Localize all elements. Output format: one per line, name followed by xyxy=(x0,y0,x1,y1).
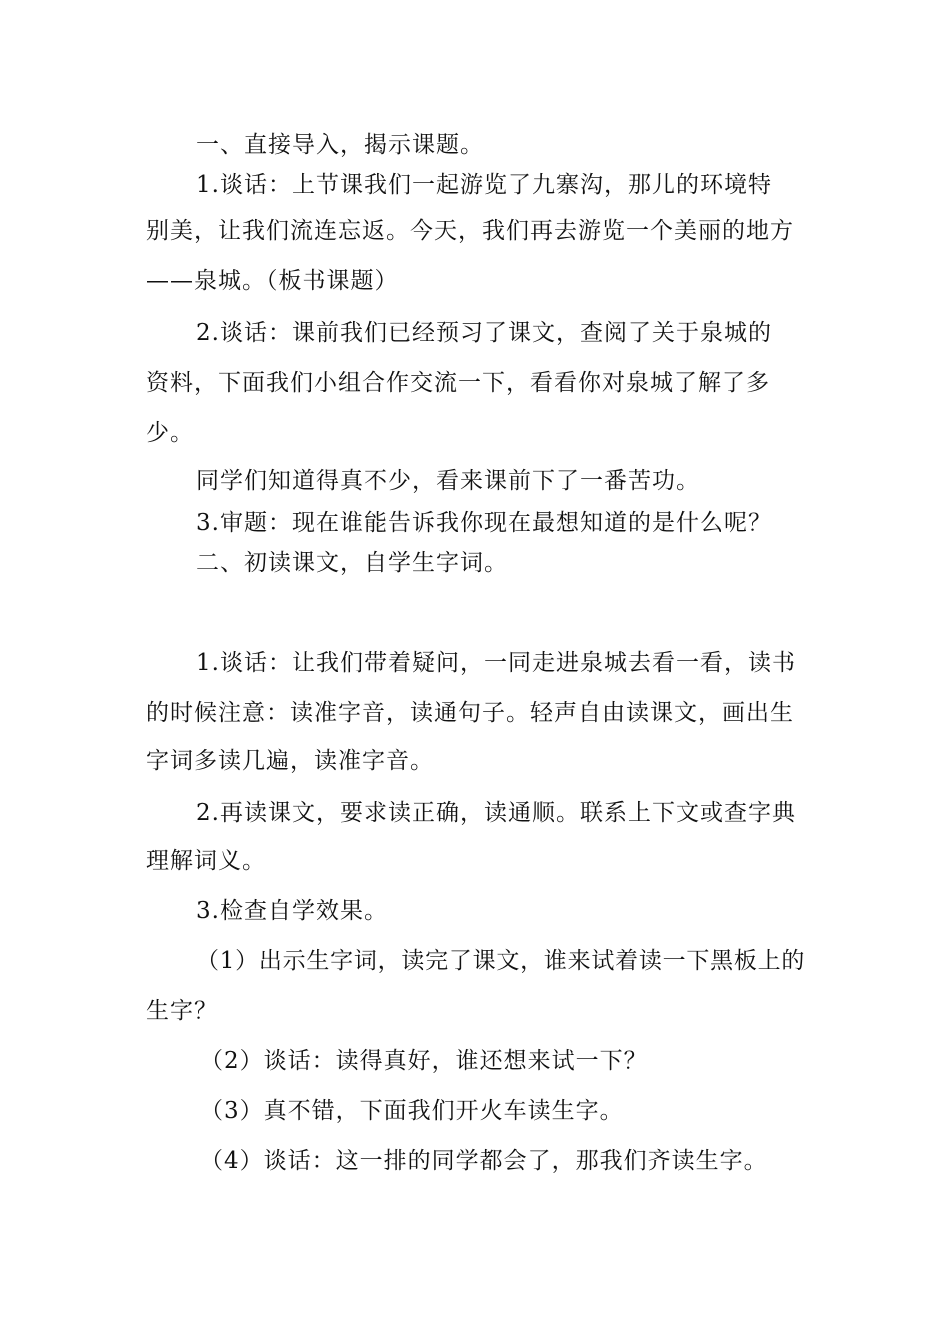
paragraph-line: 资料，下面我们小组合作交流一下，看看你对泉城了解了多 xyxy=(146,370,770,396)
paragraph-line: 生字？ xyxy=(146,998,218,1024)
paragraph-line: 同学们知道得真不少，看来课前下了一番苦功。 xyxy=(196,468,700,494)
paragraph-line: （3）真不错，下面我们开火车读生字。 xyxy=(200,1098,624,1124)
section-heading-1: 一、直接导入，揭示课题。 xyxy=(196,132,484,158)
paragraph-line: 理解词义。 xyxy=(146,848,266,874)
paragraph-line: （1）出示生字词，读完了课文，谁来试着读一下黑板上的 xyxy=(196,948,806,974)
paragraph-line: 少。 xyxy=(146,420,194,446)
section-heading-2: 二、初读课文，自学生字词。 xyxy=(196,550,508,576)
paragraph-line: 2.再读课文，要求读正确，读通顺。联系上下文或查字典 xyxy=(196,800,796,826)
paragraph-line: 3.审题：现在谁能告诉我你现在最想知道的是什么呢？ xyxy=(196,510,772,536)
paragraph-line: 的时候注意：读准字音，读通句子。轻声自由读课文，画出生 xyxy=(146,700,794,726)
paragraph-line: 1.谈话：让我们带着疑问，一同走进泉城去看一看，读书 xyxy=(196,650,796,676)
paragraph-line: （4）谈话：这一排的同学都会了，那我们齐读生字。 xyxy=(200,1148,768,1174)
paragraph-line: 1.谈话：上节课我们一起游览了九寨沟，那儿的环境特 xyxy=(196,172,772,198)
paragraph-line: 3.检查自学效果。 xyxy=(196,898,388,924)
paragraph-line: 字词多读几遍，读准字音。 xyxy=(146,748,434,774)
paragraph-line: ——泉城。（板书课题） xyxy=(146,268,399,294)
paragraph-line: （2）谈话：读得真好，谁还想来试一下？ xyxy=(200,1048,648,1074)
paragraph-line: 别美，让我们流连忘返。今天，我们再去游览一个美丽的地方 xyxy=(146,218,794,244)
paragraph-line: 2.谈话：课前我们已经预习了课文，查阅了关于泉城的 xyxy=(196,320,772,346)
